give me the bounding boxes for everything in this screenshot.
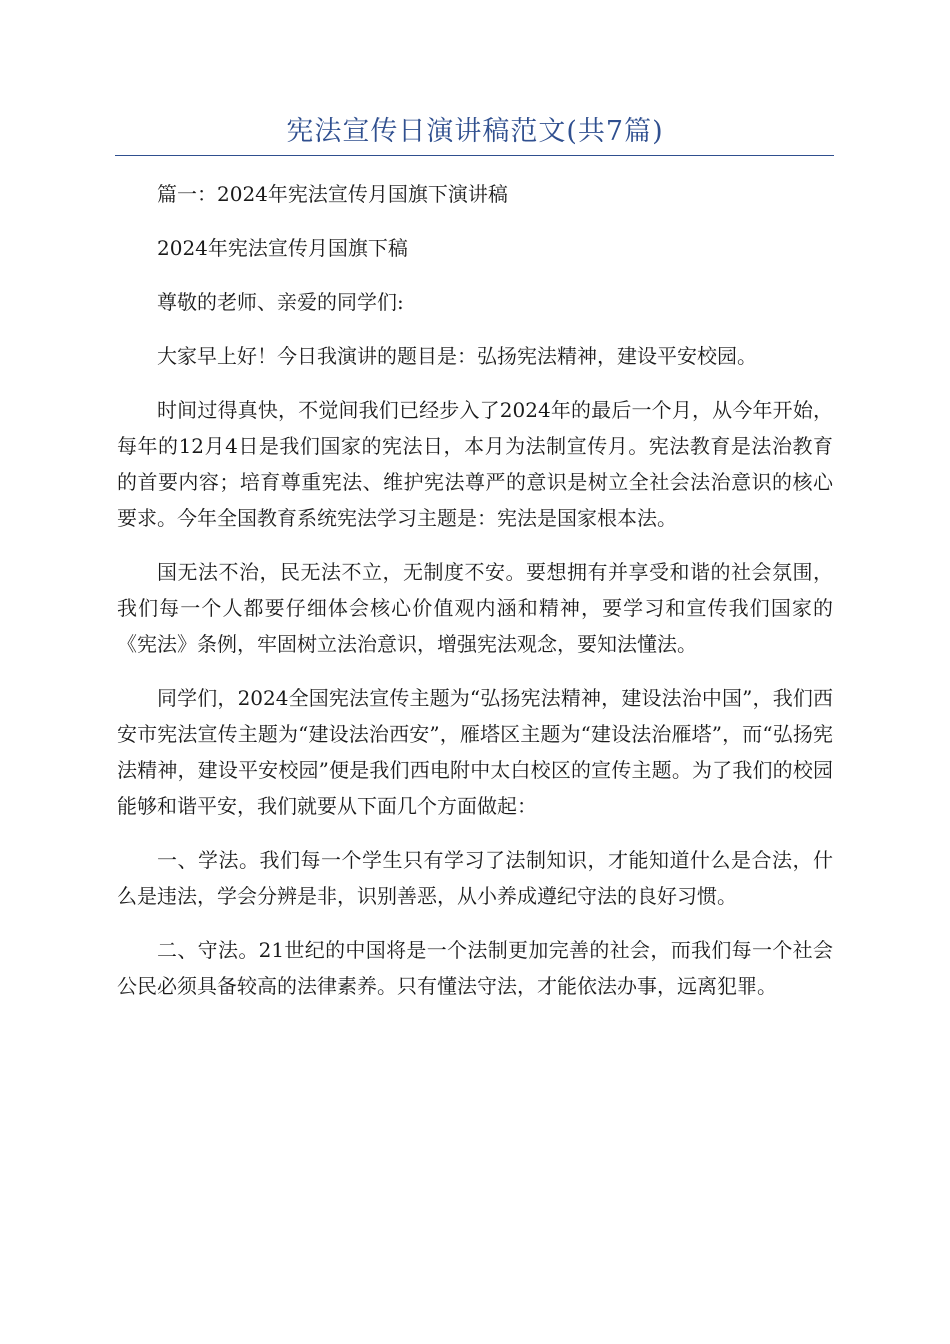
paragraph-greeting: 大家早上好！今日我演讲的题目是：弘扬宪法精神，建设平安校园。 xyxy=(157,344,757,368)
document-body xyxy=(117,176,833,1022)
document-title: 宪法宣传日演讲稿范文(共7篇) xyxy=(286,116,664,147)
paragraph-subtitle: 2024年宪法宣传月国旗下稿 xyxy=(157,236,408,260)
paragraph-body: 时间过得真快，不觉间我们已经步入了2024年的最后一个月，从今年开始，每年的12月4日是我们国家的宪法日，本月为法制宣传月。宪法教育是法治教育的首要内容；培育尊重宪法、维护宪法尊严的意识是树立全社会法治意识的核心要求。今年全国教育系统宪法学习主题是：宪法是国家根本法。 xyxy=(117,398,833,530)
paragraph-chapter-heading: 篇一：2024年宪法宣传月国旗下演讲稿 xyxy=(157,182,508,206)
paragraph-body: 二、守法。21世纪的中国将是一个法制更加完善的社会，而我们每一个社会公民必须具备较高的法律素养。只有懂法守法，才能依法办事，远离犯罪。 xyxy=(117,938,833,998)
title-underline xyxy=(115,155,834,156)
paragraph-body: 一、学法。我们每一个学生只有学习了法制知识，才能知道什么是合法，什么是违法，学会分辨是非，识别善恶，从小养成遵纪守法的良好习惯。 xyxy=(117,848,833,908)
paragraph-body: 同学们，2024全国宪法宣传主题为“弘扬宪法精神，建设法治中国”，我们西安市宪法宣传主题为“建设法治西安”，雁塔区主题为“建设法治雁塔”，而“弘扬宪法精神，建设平安校园”便是我们西电附中太白校区的宣传主题。为了我们的校园能够和谐平安，我们就要从下面几个方面做起： xyxy=(117,686,833,818)
paragraph-body: 国无法不治，民无法不立，无制度不安。要想拥有并享受和谐的社会氛围，我们每一个人都要仔细体会核心价值观内涵和精神，要学习和宣传我们国家的《宪法》条例，牢固树立法治意识，增强宪法观念，要知法懂法。 xyxy=(117,560,833,656)
paragraph-salutation: 尊敬的老师、亲爱的同学们: xyxy=(157,290,404,314)
